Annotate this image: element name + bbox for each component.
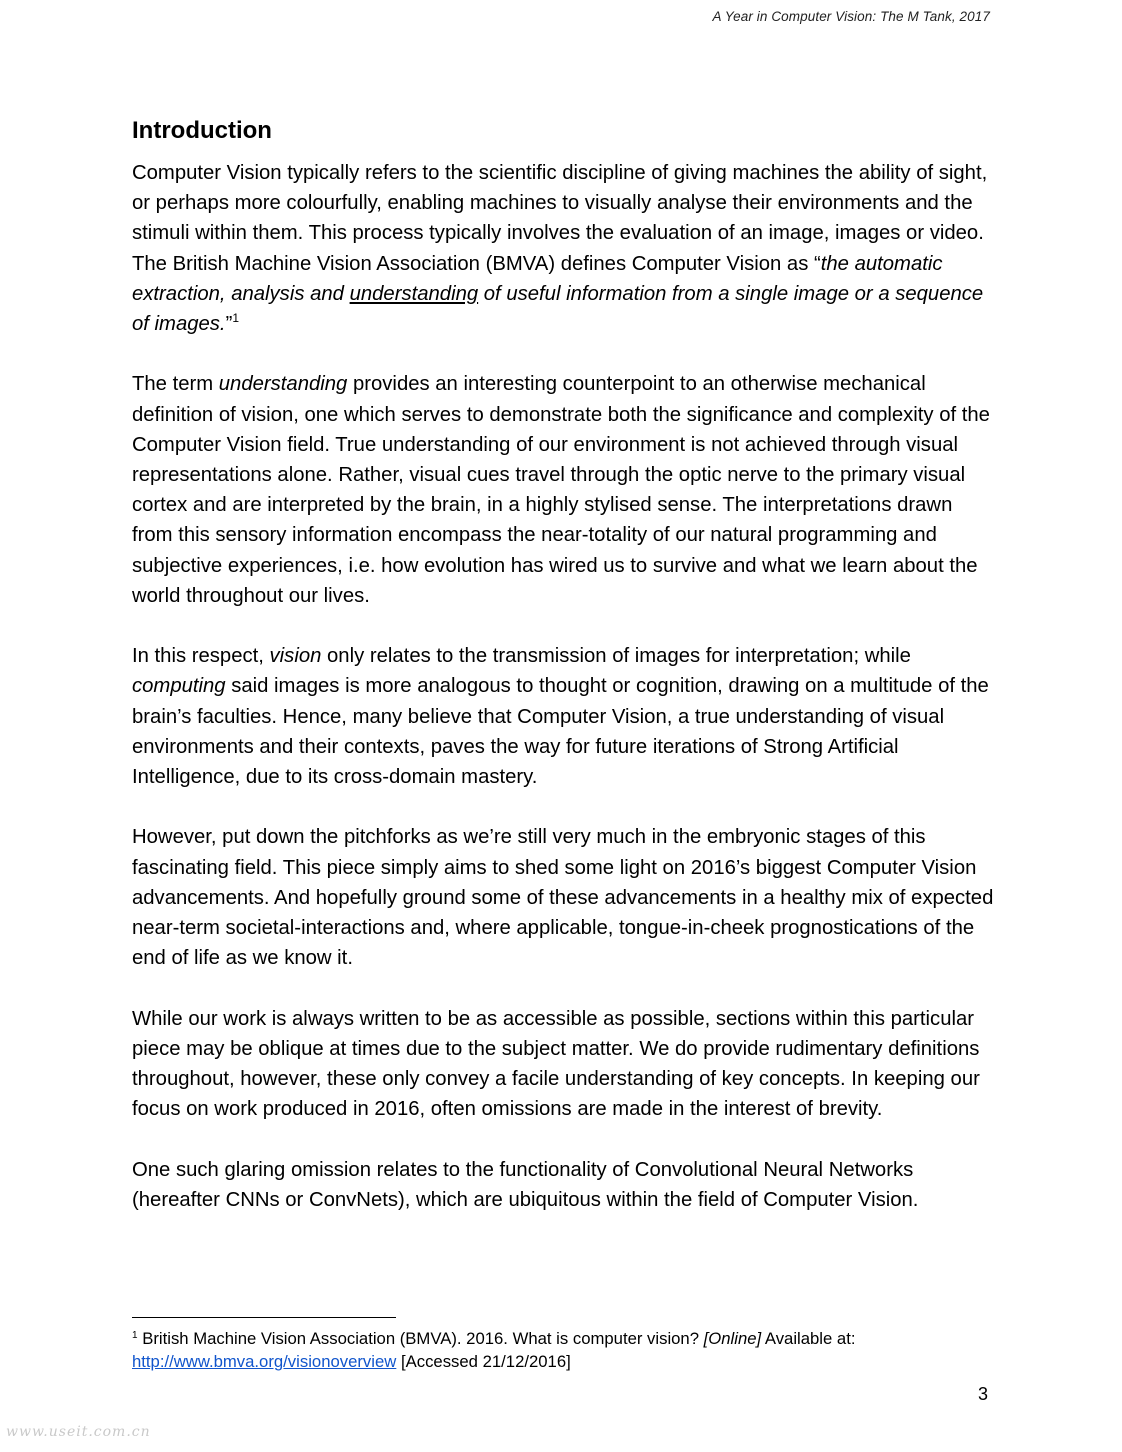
footnote-mark: 1 <box>132 1330 138 1341</box>
p1-quote-b: of useful information from a single image or a sequence of images. <box>132 282 984 336</box>
paragraph-pitchforks: However, put down the pitchforks as we’re still very much in the embryonic stages of this fascinating field. This piece simply aims to shed some light on 2016’s biggest Computer Vision advancements. And hopefully ground some of these advancements in a healthy mix of expected near-term societal-interactions and, where applicable, tongue-in-cheek prognostications of the end of life as we know it. <box>132 826 994 970</box>
p2-b: provides an interesting counterpoint to an otherwise mechanical definition of vision, one which serves to demonstrate both the significance and complexity of the Computer Vision field. True understanding of our environment is not achieved through visual representations alone. Rather, visual cues travel through the optic nerve to the primary visual cortex and are interpreted by the brain, in a highly stylised sense. The interpretations drawn from this sensory information encompass the near-totality of our natural programming and subjective experiences, i.e. how evolution has wired us to survive and what we learn about the world throughout our lives. <box>132 373 990 607</box>
paragraph-cnn-omission: One such glaring omission relates to the functionality of Convolutional Neural Networks (hereafter CNNs or ConvNets), which are ubiquitous within the field of Computer Vision. <box>132 1158 919 1211</box>
section-title: Introduction <box>132 117 272 144</box>
p1-quote-underlined: understanding <box>349 282 479 305</box>
page-body <box>132 114 994 1215</box>
p1-close-quote: ” <box>225 313 233 336</box>
footnote-divider <box>132 1317 396 1318</box>
p2-em: understanding <box>218 373 348 396</box>
footnote-1 <box>132 1327 1012 1373</box>
p3-em-computing: computing <box>132 675 226 698</box>
p3-a: In this respect, <box>132 645 270 668</box>
footnote-ref-1[interactable]: 1 <box>232 311 240 326</box>
p3-c: said images is more analogous to thought or cognition, drawing on a multitude of the brain’s faculties. Hence, many believe that Computer Vision, a true understanding of visual environments and their contexts, paves the way for future iterations of Strong Artificial Intelligence, due to its cross-domain mastery. <box>132 675 989 789</box>
paragraph-vision-computing <box>132 641 994 792</box>
footnote-text-c: [Accessed 21/12/2016] <box>396 1352 571 1371</box>
paragraph-intro <box>132 158 994 339</box>
footnote-online: [Online] <box>703 1329 762 1348</box>
watermark: www.useit.com.cn <box>6 1424 151 1440</box>
paragraph-understanding <box>132 369 994 611</box>
page-number: 3 <box>977 1384 988 1404</box>
p1-quote-a: the automatic extraction, analysis and <box>132 252 943 305</box>
paragraph-accessibility: While our work is always written to be as accessible as possible, sections within this particular piece may be oblique at times due to the subject matter. We do provide rudimentary definitions throughout, however, these only convey a facile understanding of key concepts. In keeping our focus on work produced in 2016, often omissions are made in the interest of brevity. <box>132 1007 980 1121</box>
footnote-text-a: British Machine Vision Association (BMVA). 2016. What is computer vision? <box>137 1329 704 1348</box>
p3-b: only relates to the transmission of images for interpretation; while <box>321 645 911 668</box>
footnote-text-b: Available at: <box>761 1329 856 1348</box>
p3-em-vision: vision <box>269 645 322 668</box>
p2-a: The term <box>132 373 219 396</box>
p1-lead: Computer Vision typically refers to the scientific discipline of giving machines the ability of sight, or perhaps more colourfully, enabling machines to visually analyse their environments and the stimuli within them. This process typically involves the evaluation of an image, images or video. The British Machine Vision Association (BMVA) defines Computer Vision as “ <box>132 162 988 275</box>
running-header: A Year in Computer Vision: The M Tank, 2017 <box>712 9 990 24</box>
footnote-link[interactable]: http://www.bmva.org/visionoverview <box>132 1352 397 1371</box>
